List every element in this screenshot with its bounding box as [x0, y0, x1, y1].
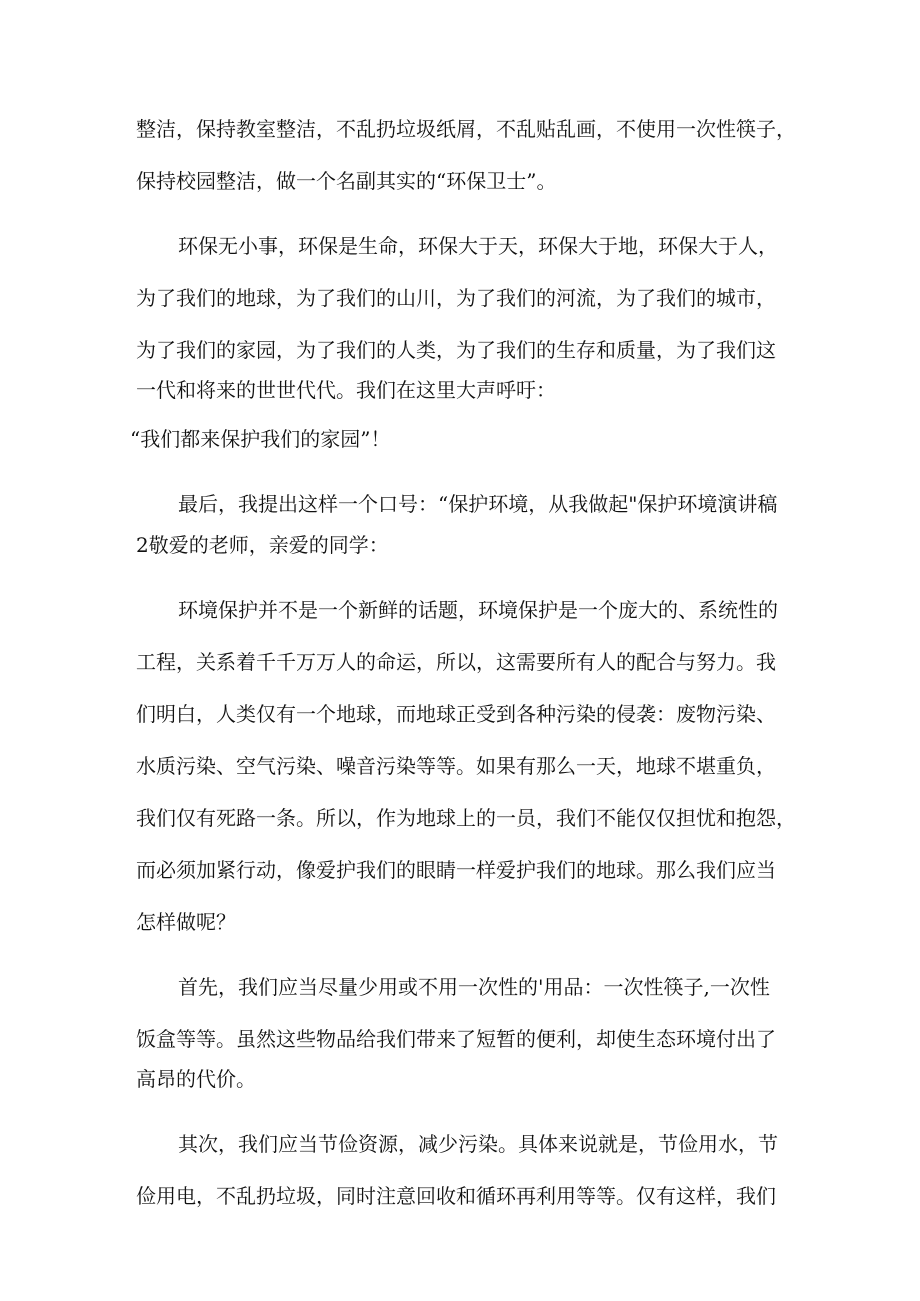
text-line: 饭盒等等。虽然这些物品给我们带来了短暂的便利，却使生态环境付出了 — [136, 1027, 776, 1051]
text-line: 2敬爱的老师，亲爱的同学： — [136, 533, 389, 557]
text-line: 环保无小事，环保是生命，环保大于天，环保大于地，环保大于人， — [178, 234, 778, 258]
text-line: “我们都来保护我们的家园”！ — [130, 427, 391, 451]
text-line: 水质污染、空气污染、噪音污染等等。如果有那么一天，地球不堪重负， — [136, 754, 776, 778]
text-line: 最后，我提出这样一个口号：“保护环境，从我做起"保护环境演讲稿 — [178, 492, 778, 516]
text-line: 为了我们的地球，为了我们的山川，为了我们的河流，为了我们的城市， — [136, 286, 776, 310]
text-line: 高昂的代价。 — [136, 1067, 256, 1091]
text-line: 怎样做呢？ — [136, 910, 236, 934]
text-line: 其次，我们应当节俭资源，减少污染。具体来说就是，节俭用水，节 — [178, 1132, 778, 1156]
text-line: 环境保护并不是一个新鲜的话题，环境保护是一个庞大的、系统性的 — [178, 598, 778, 622]
text-line: 保持校园整洁，做一个名副其实的“环保卫士”。 — [136, 169, 557, 193]
text-line: 们明白，人类仅有一个地球，而地球正受到各种污染的侵袭：废物污染、 — [136, 702, 776, 726]
text-line: 一代和将来的世世代代。我们在这里大声呼吁： — [136, 378, 556, 402]
text-line: 首先，我们应当尽量少用或不用一次性的'用品：一次性筷子,一次性 — [178, 975, 770, 999]
text-line: 整洁，保持教室整洁，不乱扔垃圾纸屑，不乱贴乱画，不使用一次性筷子， — [136, 117, 796, 141]
text-line: 工程，关系着千千万万人的命运，所以，这需要所有人的配合与努力。我 — [136, 650, 776, 674]
text-line: 我们仅有死路一条。所以，作为地球上的一员，我们不能仅仅担忧和抱怨， — [136, 806, 796, 830]
text-line: 而必须加紧行动，像爱护我们的眼睛一样爱护我们的地球。那么我们应当 — [136, 858, 776, 882]
text-line: 为了我们的家园，为了我们的人类，为了我们的生存和质量，为了我们这 — [136, 338, 776, 362]
text-line: 俭用电，不乱扔垃圾，同时注意回收和循环再利用等等。仅有这样，我们 — [136, 1184, 776, 1208]
